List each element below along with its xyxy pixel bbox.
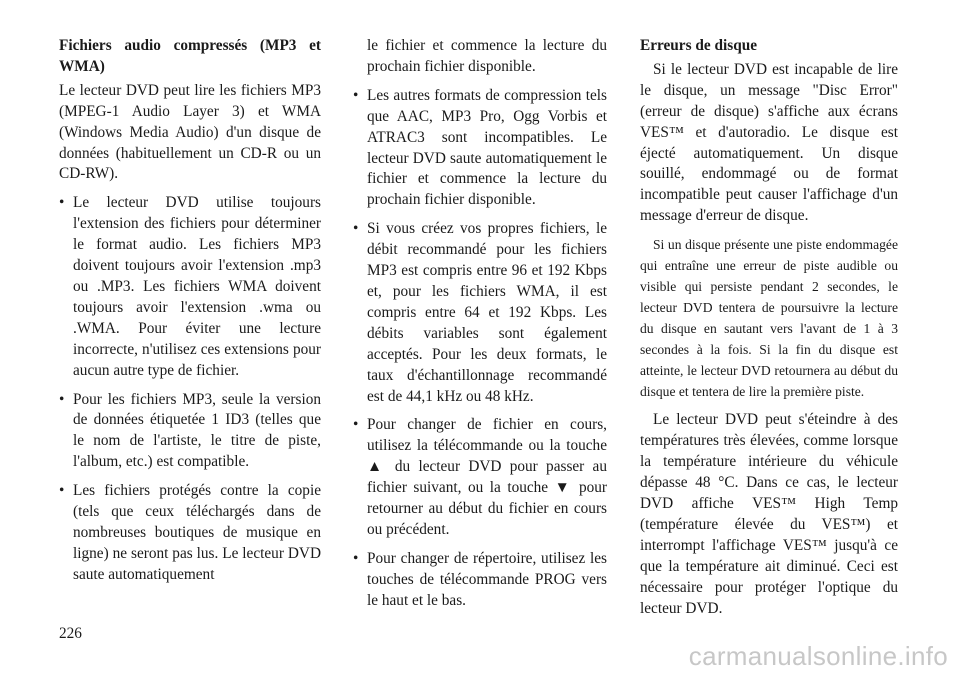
section-heading-disc-errors: Erreurs de disque bbox=[640, 37, 758, 54]
list-item bbox=[59, 481, 321, 586]
column-1 bbox=[59, 36, 321, 594]
bullet-list-2 bbox=[353, 86, 607, 612]
paragraph-damaged-track: Si un disque présente une piste endommagée qui entraîne une erreur de piste audible ou visible qui persiste pendant 2 secondes, le lecteur DVD tentera de poursuivre la lecture du disque en sautant vers l'avant de 1 à 3 secondes à la fois. Si la fin du disque est atteinte, le lecteur DVD retournera au début du disque et tentera de lire la première piste. bbox=[640, 237, 898, 399]
list-item-text: Pour changer de fichier en cours, utilisez la télécommande ou la touche ▲ du lecteur DVD pour passer au fichier suivant, ou la touche ▼ pour retourner au début du fichier en cours ou précédent. bbox=[367, 416, 607, 538]
section-heading-compressed-audio: Fichiers audio compressés (MP3 et WMA) bbox=[59, 37, 321, 75]
list-item bbox=[59, 193, 321, 381]
bullet-icon: • bbox=[353, 549, 359, 567]
column-2 bbox=[353, 36, 607, 620]
list-item-text: Le lecteur DVD utilise toujours l'extension des fichiers pour déterminer le format audio. Les fichiers MP3 doivent toujours avoir l'extension .mp3 ou .MP3. Les fichiers WMA doivent toujours avoir l'extension .wma ou .WMA. Pour éviter une lecture incorrecte, n'utilisez ces extensions pour aucun autre type de fichier. bbox=[73, 194, 321, 379]
list-item-text: Pour changer de répertoire, utilisez les touches de télécommande PROG vers le haut et le bas. bbox=[367, 549, 607, 609]
page-number: 226 bbox=[59, 625, 82, 642]
intro-paragraph: Le lecteur DVD peut lire les fichiers MP3 (MPEG-1 Audio Layer 3) et WMA (Windows Media Audio) d'un disque de données (habituellement un CD-R ou un CD-RW). bbox=[59, 81, 321, 183]
bullet-icon: • bbox=[353, 86, 359, 104]
list-item bbox=[353, 549, 607, 612]
list-item-text: Pour les fichiers MP3, seule la version de données étiquetée 1 ID3 (telles que le nom de l'artiste, le titre de piste, l'album, etc.) est compatible. bbox=[73, 390, 321, 471]
list-item bbox=[353, 415, 607, 540]
bullet-list-1 bbox=[59, 193, 321, 585]
bullet-icon: • bbox=[59, 390, 65, 408]
paragraph-disc-error: Si le lecteur DVD est incapable de lire le disque, un message "Disc Error" (erreur de disque) s'affiche aux écrans VES™ et d'autoradio. Le disque est éjecté automatiquement. Un disque souillé, endommagé ou de format incompatible peut causer l'affichage d'un message d'erreur de disque. bbox=[640, 60, 898, 225]
column-3 bbox=[640, 36, 898, 627]
watermark: carmanualsonline.info bbox=[688, 641, 948, 671]
bullet-icon: • bbox=[59, 194, 65, 212]
paragraph-high-temperature: Le lecteur DVD peut s'éteindre à des températures très élevées, comme lorsque la température intérieure du véhicule dépasse 48 °C. Dans ce cas, le lecteur DVD affiche VES™ High Temp (température élevée du VES™) et interrompt l'affichage VES™ jusqu'à ce que la température ait diminué. Ceci est nécessaire pour protéger l'optique du lecteur DVD. bbox=[640, 411, 898, 617]
continued-text: le fichier et commence la lecture du prochain fichier disponible. bbox=[367, 37, 607, 75]
list-item-text: Les fichiers protégés contre la copie (tels que ceux téléchargés dans de nombreuses boutiques de musique en ligne) ne seront pas lus. Le lecteur DVD saute automatiquement bbox=[73, 482, 321, 583]
bullet-icon: • bbox=[353, 416, 359, 434]
list-item bbox=[353, 219, 607, 407]
bullet-icon: • bbox=[353, 220, 359, 238]
list-item-text: Les autres formats de compression tels que AAC, MP3 Pro, Ogg Vorbis et ATRAC3 sont incompatibles. Le lecteur DVD saute automatiquement le fichier et commence la lecture du prochain fichier disponible. bbox=[367, 86, 607, 209]
bullet-icon: • bbox=[59, 482, 65, 500]
list-item-text: Si vous créez vos propres fichiers, le débit recommandé pour les fichiers MP3 est compris entre 96 et 192 Kbps et, pour les fichiers WMA, il est compris entre 64 et 192 Kbps. Les débits variables sont également acceptés. Pour les deux formats, le taux d'échantillonnage recommandé est de 44,1 kHz ou 48 kHz. bbox=[367, 220, 607, 405]
list-item bbox=[353, 86, 607, 211]
list-item bbox=[59, 390, 321, 474]
